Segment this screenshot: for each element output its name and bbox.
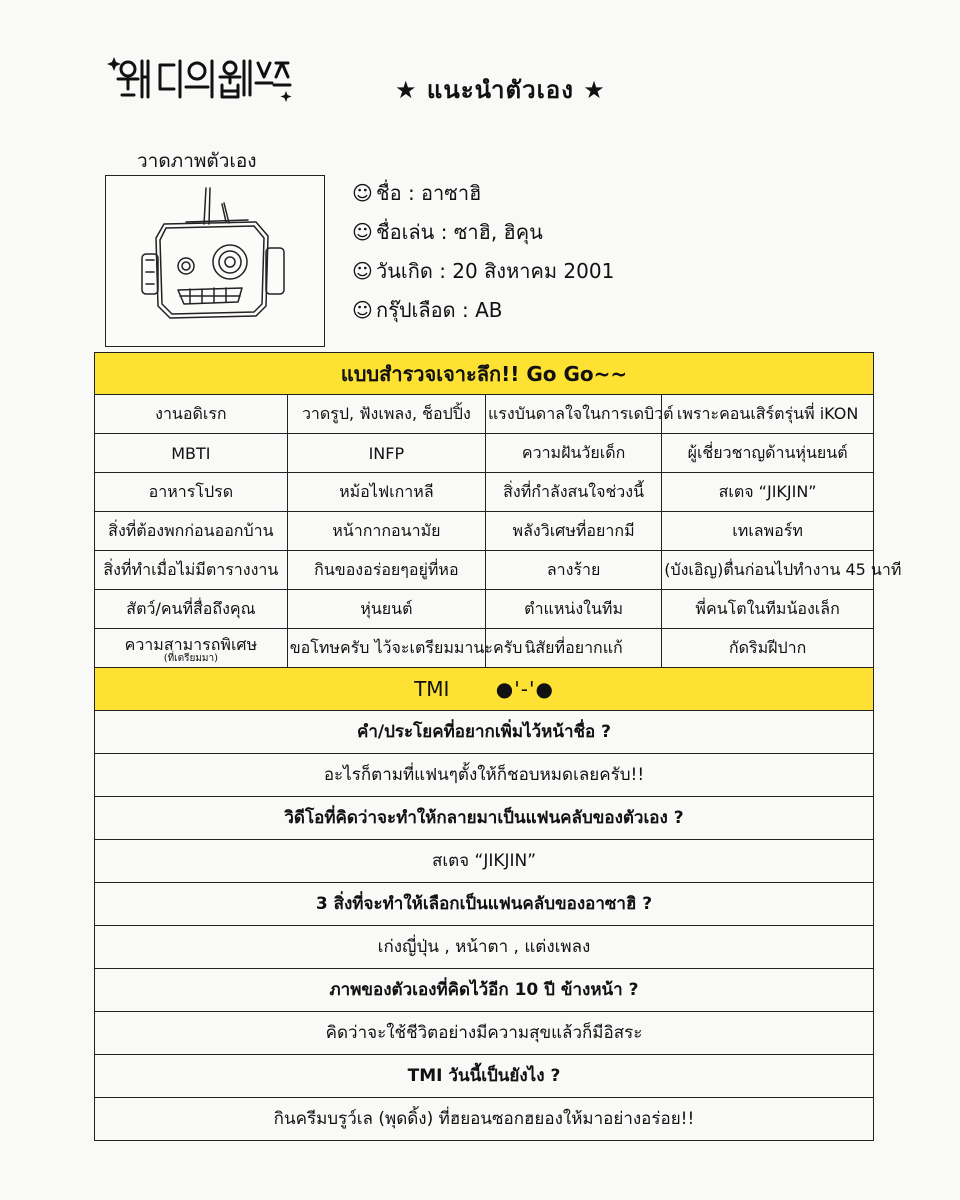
self-portrait-frame bbox=[105, 175, 325, 347]
profile-name-row: ☺ ชื่อ : อาซาฮิ bbox=[352, 178, 614, 217]
survey-answer: กัดริมฝีปาก bbox=[662, 629, 873, 668]
survey-question: MBTI bbox=[95, 434, 287, 473]
page-title: ★ แนะนำตัวเอง ★ bbox=[395, 76, 606, 104]
survey-answer: ขอโทษครับ ไว้จะเตรียมมานะครับ bbox=[287, 629, 485, 668]
profile-blood-type-row: ☺ กรุ๊ปเลือด : AB bbox=[352, 295, 614, 334]
table-row bbox=[95, 590, 873, 629]
profile-birthday-row: ☺ วันเกิด : 20 สิงหาคม 2001 bbox=[352, 256, 614, 295]
smile-icon: ☺ bbox=[352, 259, 373, 283]
survey-question: พลังวิเศษที่อยากมี bbox=[485, 512, 661, 551]
smile-icon: ☺ bbox=[352, 298, 373, 322]
survey-question: สิ่งที่ต้องพกก่อนออกบ้าน bbox=[95, 512, 287, 551]
survey-answer: วาดรูป, ฟังเพลง, ช็อปปิ้ง bbox=[287, 395, 485, 434]
tmi-title: TMI bbox=[414, 677, 450, 701]
profile-label: กรุ๊ปเลือด bbox=[376, 298, 456, 322]
survey-answer: ผู้เชี่ยวชาญด้านหุ่นยนต์ bbox=[662, 434, 873, 473]
tmi-question: วิดีโอที่คิดว่าจะทำให้กลายมาเป็นแฟนคลับของตัวเอง ? bbox=[95, 797, 873, 840]
survey-question-note: (ที่เตรียมมา) bbox=[163, 652, 219, 664]
survey-answer: หน้ากากอนามัย bbox=[287, 512, 485, 551]
profile-label: ชื่อ bbox=[376, 181, 402, 205]
survey-question: สิ่งที่ทำเมื่อไม่มีตารางงาน bbox=[95, 551, 287, 590]
tmi-question: ภาพของตัวเองที่คิดไว้อีก 10 ปี ข้างหน้า ? bbox=[95, 969, 873, 1012]
survey-answer: พี่คนโตในทีมน้องเล็ก bbox=[662, 590, 873, 629]
survey-question: นิสัยที่อยากแก้ bbox=[485, 629, 661, 668]
survey-question: ความสามารถพิเศษ bbox=[124, 634, 258, 654]
tmi-answer: กินครีมบรูว์เล (พุดดิ้ง) ที่ฮยอนซอกฮยองให้มาอย่างอร่อย!! bbox=[273, 1109, 695, 1129]
profile-label: วันเกิด bbox=[376, 259, 433, 283]
survey-question: สิ่งที่กำลังสนใจช่วงนี้ bbox=[485, 473, 661, 512]
survey-question-cell bbox=[95, 629, 287, 668]
tmi-title-band bbox=[95, 667, 873, 711]
tmi-question: 3 สิ่งที่จะทำให้เลือกเป็นแฟนคลับของอาซาฮิ ? bbox=[95, 883, 873, 926]
tmi-question: คำ/ประโยคที่อยากเพิ่มไว้หน้าชื่อ ? bbox=[95, 711, 873, 754]
survey-answer: เพราะคอนเสิร์ตรุ่นพี่ iKON bbox=[662, 395, 873, 434]
profile-value: AB bbox=[475, 298, 503, 322]
tmi-answer: อะไรก็ตามที่แฟนๆตั้งให้ก็ชอบหมดเลยครับ!! bbox=[95, 754, 873, 797]
survey-question: สัตว์/คนที่สื่อถึงคุณ bbox=[95, 590, 287, 629]
table-row bbox=[95, 512, 873, 551]
survey-question: งานอดิเรก bbox=[95, 395, 287, 434]
robot-self-portrait-drawing bbox=[106, 176, 324, 346]
survey-answer: เทเลพอร์ท bbox=[662, 512, 873, 551]
survey-question: ความฝันวัยเด็ก bbox=[485, 434, 661, 473]
profile-value: ซาฮิ, ฮิคุน bbox=[453, 220, 543, 244]
survey-question: อาหารโปรด bbox=[95, 473, 287, 512]
survey-question: แรงบันดาลใจในการเดบิวต์ bbox=[485, 395, 661, 434]
table-row bbox=[95, 629, 873, 668]
table-row bbox=[95, 473, 873, 512]
survey-answer: (บังเอิญ)ตื่นก่อนไปทำงาน 45 นาที bbox=[662, 551, 873, 590]
survey-answer: สเตจ “JIKJIN” bbox=[662, 473, 873, 512]
survey-answer: หุ่นยนต์ bbox=[287, 590, 485, 629]
table-row bbox=[95, 434, 873, 473]
tmi-answer: คิดว่าจะใช้ชีวิตอย่างมีความสุขแล้วก็มีอิสระ bbox=[95, 1012, 873, 1055]
table-row bbox=[95, 395, 873, 434]
profile-value: 20 สิงหาคม 2001 bbox=[452, 259, 615, 283]
survey-answer: หม้อไฟเกาหลี bbox=[287, 473, 485, 512]
profile-label: ชื่อเล่น bbox=[376, 220, 435, 244]
profile-nickname-row: ☺ ชื่อเล่น : ซาฮิ, ฮิคุน bbox=[352, 217, 614, 256]
survey-question: ตำแหน่งในทีม bbox=[485, 590, 661, 629]
smile-icon: ☺ bbox=[352, 181, 373, 205]
survey-table bbox=[95, 395, 902, 667]
tmi-answer: เก่งญี่ปุ่น , หน้าตา , แต่งเพลง bbox=[95, 926, 873, 969]
survey-sheet bbox=[94, 352, 902, 1141]
tmi-emoticon: ●'-'● bbox=[495, 677, 554, 701]
smile-icon: ☺ bbox=[352, 220, 373, 244]
tmi-question: TMI วันนี้เป็นยังไง ? bbox=[95, 1055, 873, 1098]
survey-answer: INFP bbox=[287, 434, 485, 473]
self-portrait-label: วาดภาพตัวเอง bbox=[137, 150, 257, 172]
survey-answer: กินของอร่อยๆอยู่ที่หอ bbox=[287, 551, 485, 590]
survey-question: ลางร้าย bbox=[485, 551, 661, 590]
table-row bbox=[95, 551, 873, 590]
survey-title: แบบสำรวจเจาะลึก!! Go Go~~ bbox=[95, 353, 873, 395]
tmi-answer: สเตจ “JIKJIN” bbox=[95, 840, 873, 883]
profile-value: อาซาฮิ bbox=[421, 181, 482, 205]
logo bbox=[112, 55, 292, 103]
profile-info bbox=[352, 178, 614, 334]
